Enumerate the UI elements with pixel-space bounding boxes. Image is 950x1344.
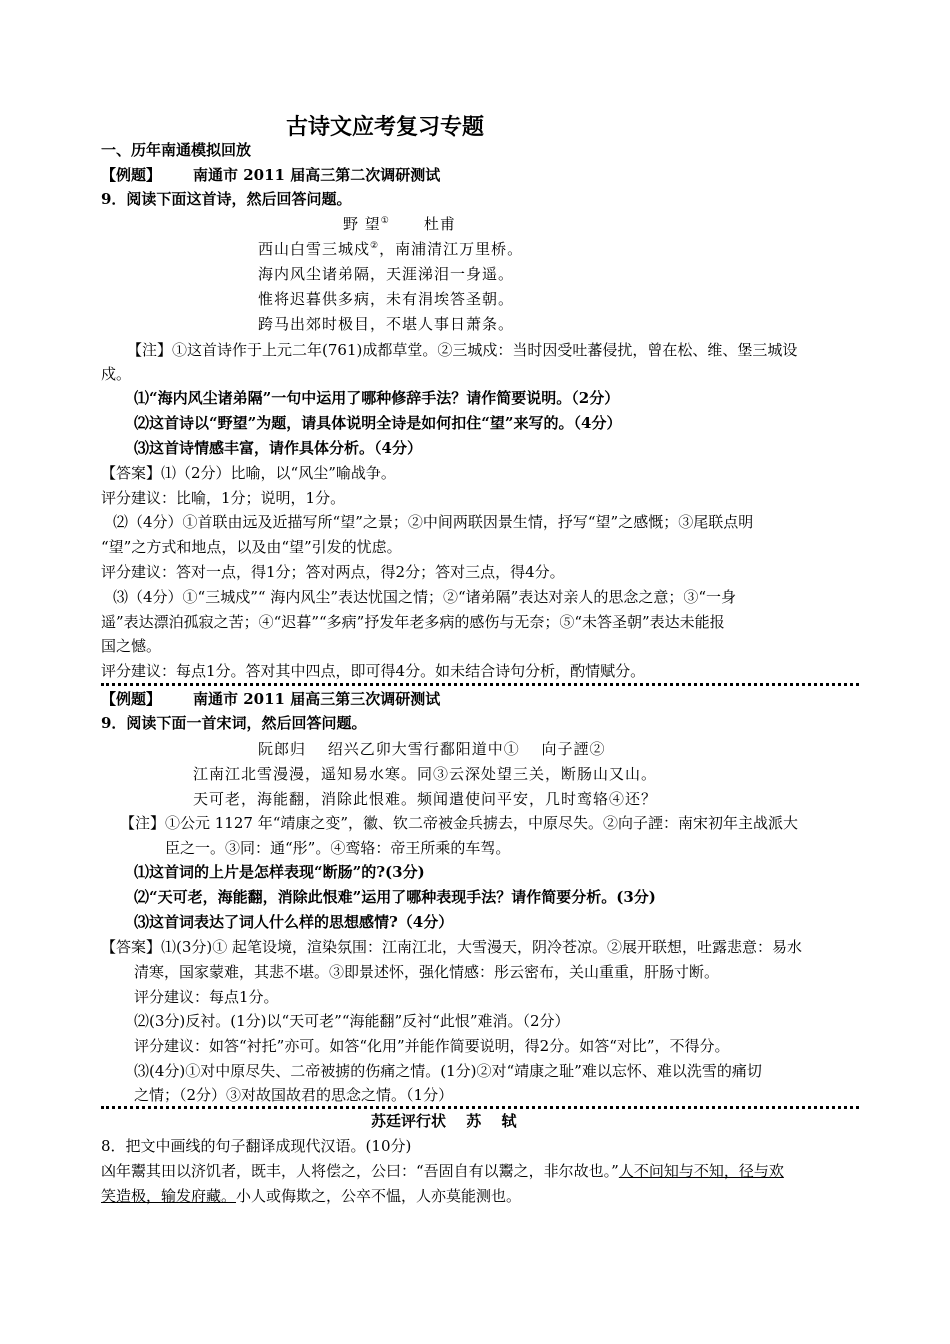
question-prompt: 8．把文中画线的句子翻译成现代汉语。(10分) [101,1137,412,1155]
poem-line: 跨马出郊时极目，不堪人事日萧条。 [258,315,515,333]
example-tag: 【例题】 [101,166,162,184]
answer-1: 【答案】⑴（2分）比喻，以“风尘”喻战争。 [101,464,396,482]
section-heading: 一、历年南通模拟回放 [101,141,252,159]
scoring-note: 评分建议：每点1分。 [134,988,279,1006]
ci-header: 阮郎归 绍兴乙卯大雪行鄱阳道中① 向子諲② [258,740,606,758]
underlined-sentence: 笑造极，输发府藏。 [101,1187,237,1205]
sub-question-3: ⑶这首词表达了词人什么样的思想感情?（4分） [134,913,454,931]
example-source: 南通市 2011 届高三第二次调研测试 [193,166,441,184]
poem-notes-cont: 臣之一。③同：通“彤”。④鸾辂：帝王所乘的车驾。 [165,839,511,857]
poem-notes: 【注】①这首诗作于上元二年(761)成都草堂。②三城戍：当时因受吐蕃侵扰，曾在松、维、堡三城设 [127,341,798,359]
passage-heading: 苏廷评行状 苏 轼 [371,1112,517,1130]
poem-title-line [343,214,456,234]
example-2-header [101,689,440,709]
poem-line: 西山白雪三城戍②，南浦清江万里桥。 [258,240,524,258]
example-source: 南通市 2011 届高三第三次调研测试 [193,690,441,708]
poem-line: 海内风尘诸弟隔，天涯涕泪一身遥。 [258,265,515,283]
scoring-note: 评分建议：比喻，1分；说明，1分。 [101,489,346,507]
sub-question-2: ⑵这首诗以“野望”为题，请具体说明全诗是如何扣住“望”来写的。（4分） [134,414,622,432]
poem-line: 惟将迟暮供多病，未有涓埃答圣朝。 [258,290,515,308]
question-prompt: 9．阅读下面一首宋词，然后回答问题。 [101,714,367,732]
answer-3: ⑶（4分）①“三城戍”“ 海内风尘”表达忧国之情；②“诸弟隔”表达对亲人的思念之意；③“一身 [113,588,736,606]
poem-author: 杜甫 [423,215,456,233]
answer-2: ⑵(3分)反衬。(1分)以“天可老”“海能翻”反衬“此恨”难消。（2分） [134,1012,570,1030]
passage-line [101,1186,521,1206]
scoring-note: 评分建议：如答“衬托”亦可。如答“化用”并能作简要说明，得2分。如答“对比”，不得分。 [134,1037,730,1055]
answer-3: ⑶(4分)①对中原尽失、二帝被掳的伤痛之情。(1分)②对“靖康之耻”难以忘怀、难以洗雪的痛切 [134,1062,762,1080]
passage-text: 小人或侮欺之，公卒不愠，人亦莫能测也。 [236,1187,522,1205]
answer-3-cont: 国之憾。 [101,637,162,655]
ci-line: 天可老，海能翻，消除此恨难。频闻遣使问平安，几时鸾辂④还？ [193,790,658,808]
answer-3-cont: 遥”表达漂泊孤寂之苦；④“迟暮”“多病”抒发年老多病的感伤与无奈；⑤“未答圣朝”表达未能报 [101,613,725,631]
poem-title-note: ① [380,216,390,226]
sub-question-1: ⑴“海内风尘诸弟隔”一句中运用了哪种修辞手法？请作简要说明。（2分） [134,389,620,407]
example-tag: 【例题】 [101,690,162,708]
poem-note-marker: ② [370,241,380,251]
sub-question-1: ⑴这首词的上片是怎样表现“断肠”的?(3分) [134,863,425,881]
scoring-note: 评分建议：答对一点，得1分；答对两点，得2分；答对三点，得4分。 [101,563,565,581]
underlined-sentence: 人不问知与不知，径与欢 [618,1162,784,1180]
poem-notes: 【注】①公元 1127 年“靖康之变”，徽、钦二帝被金兵掳去，中原尽失。②向子諲：南宋初年主战派大 [120,814,799,832]
passage-text: 凶年鬻其田以济饥者，既丰，人将偿之，公曰：“吾固自有以鬻之，非尔故也。” [101,1162,619,1180]
answer-3-cont: 之情；（2分）③对故国故君的思念之情。（1分） [134,1086,454,1104]
passage-line [101,1161,784,1181]
question-prompt: 9．阅读下面这首诗，然后回答问题。 [101,190,352,208]
section-divider [101,683,859,686]
poem-title: 野 望 [343,215,381,233]
page-title: 古诗文应考复习专题 [286,114,485,140]
answer-2: ⑵（4分）①首联由远及近描写所“望”之景；②中间两联因景生情，抒写“望”之感慨；③尾联点明 [113,513,754,531]
answer-2-cont: “望”之方式和地点，以及由“望”引发的忧虑。 [101,538,402,556]
answer-1: 【答案】⑴(3分)① 起笔设境，渲染氛围：江南江北，大雪漫天，阴冷苍凉。②展开联想，吐露悲意：易水 [101,938,803,956]
ci-line: 江南江北雪漫漫，遥知易水寒。同③云深处望三关，断肠山又山。 [193,765,658,783]
answer-1-cont: 清寒，国家蒙难，其悲不堪。③即景述怀，强化情感：彤云密布，关山重重，肝肠寸断。 [134,963,720,981]
example-1-header [101,165,440,185]
sub-question-3: ⑶这首诗情感丰富，请作具体分析。（4分） [134,439,422,457]
sub-question-2: ⑵“天可老，海能翻，消除此恨难”运用了哪种表现手法？请作简要分析。(3分) [134,888,656,906]
scoring-note: 评分建议：每点1分。答对其中四点，即可得4分。如未结合诗句分析，酌情赋分。 [101,662,646,680]
section-divider [101,1106,859,1109]
poem-notes-cont: 戍。 [101,365,132,383]
